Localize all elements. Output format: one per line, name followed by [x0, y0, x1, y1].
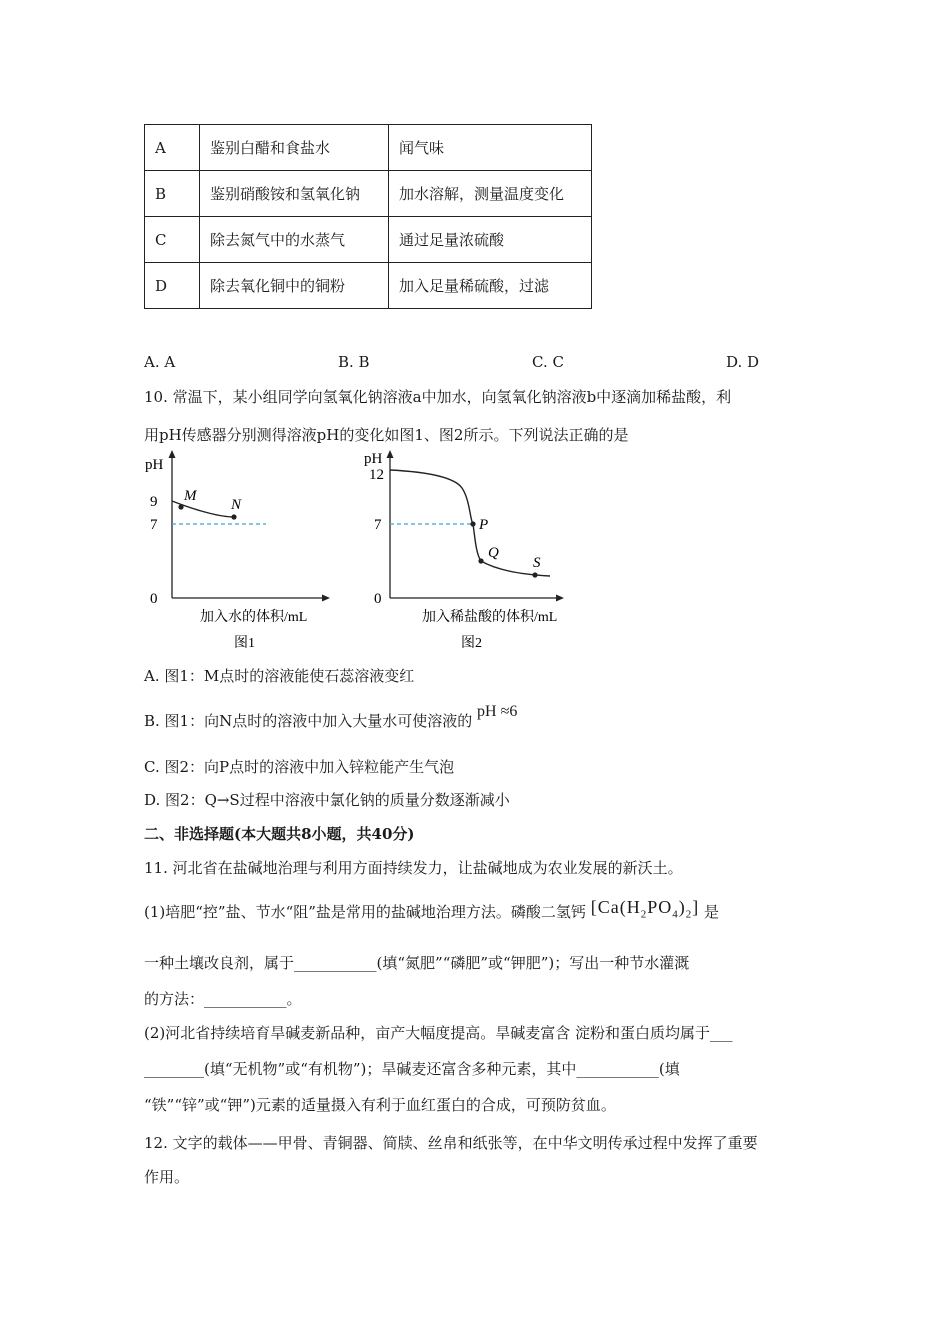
q11-part1-line1 — [144, 897, 720, 925]
fig2-point-s — [532, 572, 537, 577]
row-label: A — [145, 125, 200, 171]
q9-choice-d: D. D — [726, 353, 760, 371]
q10-option-b-math: pH ≈6 — [477, 703, 518, 720]
q9-choice-a: A. A — [144, 353, 176, 371]
table-row — [145, 217, 592, 263]
q11-part1-tail: 是 — [704, 903, 720, 921]
formula-sub-4: 4 — [672, 908, 679, 921]
q10-stem-line1: 10. 常温下，某小组同学向氢氧化钠溶液a中加水，向氢氧化钠溶液b中逐滴加稀盐酸，利 — [144, 388, 732, 406]
q11-formula: $[Ca(H_2PO_4)_2]$ — [590, 897, 700, 921]
fig2-point-q — [478, 558, 483, 563]
fig1-label-n: N — [231, 497, 242, 513]
fig2-y-arrow-icon — [387, 450, 394, 458]
figure-2 — [360, 448, 600, 658]
q11-part2-line3: “铁”“锌”或“钾”)元素的适量摄入有利于血红蛋白的合成，可预防贫血。 — [144, 1096, 616, 1114]
formula-sub-2b: 2 — [685, 908, 693, 921]
fig1-tick-7: 7 — [150, 517, 158, 533]
q10-stem-line2: 用pH传感器分别测得溶液pH的变化如图1、图2所示。下列说法正确的是 — [144, 426, 629, 444]
row-purpose: 鉴别白醋和食盐水 — [200, 125, 389, 171]
section2-title: 二、非选择题(本大题共8小题，共40分) — [144, 825, 415, 843]
fig1-y-arrow-icon — [169, 450, 176, 458]
fig1-tick-0: 0 — [150, 591, 158, 607]
row-label: C — [145, 217, 200, 263]
formula-sub-2a: 2 — [640, 908, 648, 921]
q11-part1-text: (1)培肥“控”盐、节水“阻”盐是常用的盐碱地治理方法。磷酸二氢钙 — [144, 903, 586, 921]
fig2-tick-12: 12 — [369, 467, 384, 483]
row-purpose: 除去氮气中的水蒸气 — [200, 217, 389, 263]
fig1-label-m: M — [184, 488, 197, 504]
q10-option-b-text: B. 图1：向N点时的溶液中加入大量水可使溶液的 — [144, 712, 473, 730]
row-method: 闻气味 — [389, 125, 592, 171]
fig2-tick-7: 7 — [374, 517, 382, 533]
table-row — [145, 263, 592, 309]
q11-part2-line1: (2)河北省持续培育旱碱麦新品种，亩产大幅度提高。旱碱麦富含 淀粉和蛋白质均属于___ — [144, 1024, 733, 1042]
row-purpose: 除去氧化铜中的铜粉 — [200, 263, 389, 309]
row-label: B — [145, 171, 200, 217]
fig1-point-m — [178, 504, 183, 509]
fig2-label-s: S — [533, 555, 541, 571]
formula-h: H — [626, 897, 641, 917]
row-label: D — [145, 263, 200, 309]
fig2-label-q: Q — [488, 545, 499, 561]
q10-option-c: C. 图2：向P点时的溶液中加入锌粒能产生气泡 — [144, 758, 455, 776]
fig2-label-p: P — [479, 517, 489, 533]
fig2-caption: 图2 — [461, 636, 482, 651]
formula-po: PO — [647, 897, 673, 917]
q9-choice-b: B. B — [338, 353, 370, 371]
fig2-tick-0: 0 — [374, 591, 382, 607]
fig1-ylabel: pH — [145, 457, 164, 473]
row-purpose: 鉴别硝酸铵和氢氧化钠 — [200, 171, 389, 217]
q10-option-b — [144, 703, 518, 731]
row-method: 加入足量稀硫酸，过滤 — [389, 263, 592, 309]
table-row — [145, 171, 592, 217]
fig2-xlabel: 加入稀盐酸的体积/mL — [422, 610, 558, 625]
fig1-point-n — [231, 514, 236, 519]
figure-1 — [140, 448, 350, 658]
fig2-ylabel: pH — [364, 451, 383, 467]
q11-stem: 11. 河北省在盐碱地治理与利用方面持续发力，让盐碱地成为农业发展的新沃土。 — [144, 859, 683, 877]
fig1-xlabel: 加入水的体积/mL — [200, 610, 308, 625]
q10-option-d: D. 图2：Q→S过程中溶液中氯化钠的质量分数逐渐减小 — [144, 791, 510, 809]
q11-part1-line3: 的方法：___________。 — [144, 990, 302, 1008]
fig2-x-arrow-icon — [556, 595, 564, 602]
fig1-x-arrow-icon — [322, 595, 330, 602]
q12-line2: 作用。 — [144, 1168, 190, 1186]
options-table — [144, 124, 592, 309]
row-method: 通过足量浓硫酸 — [389, 217, 592, 263]
fig2-point-p — [470, 521, 475, 526]
q10-option-a: A. 图1：M点时的溶液能使石蕊溶液变红 — [144, 667, 415, 685]
q11-part2-line2: ________(填“无机物”或“有机物”)；旱碱麦还富含多种元素，其中___________(填 — [144, 1060, 680, 1078]
q11-part1-line2: 一种土壤改良剂，属于___________(填“氮肥”“磷肥”或“钾肥”)；写出一种节水灌溉 — [144, 954, 690, 972]
fig2-curve — [390, 470, 550, 576]
formula-ca: Ca — [597, 897, 620, 917]
table-row — [145, 125, 592, 171]
q9-choice-c: C. C — [532, 353, 564, 371]
row-method: 加水溶解，测量温度变化 — [389, 171, 592, 217]
fig1-tick-9: 9 — [150, 494, 158, 510]
q12-line1: 12. 文字的载体——甲骨、青铜器、简牍、丝帛和纸张等，在中华文明传承过程中发挥了重要 — [144, 1134, 758, 1152]
fig1-caption: 图1 — [234, 636, 255, 651]
